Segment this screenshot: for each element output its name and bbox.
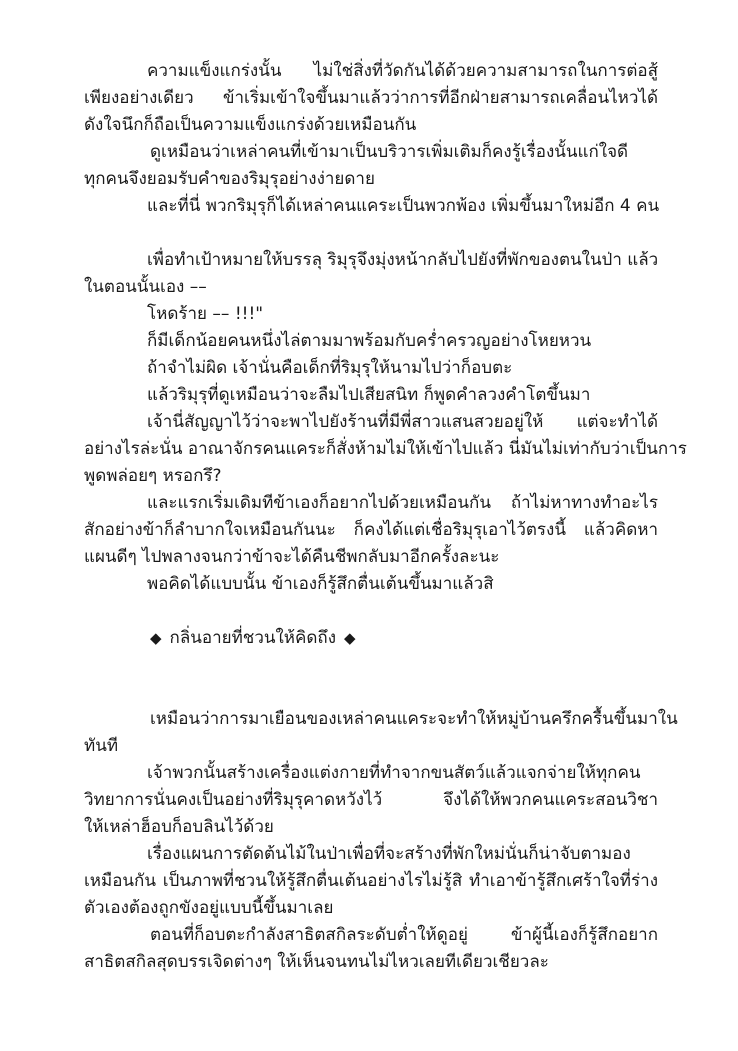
blank-line (84, 652, 658, 679)
paragraph-6: ก็มีเด็กน้อยคนหนึ่งไล่ตามมาพร้อมกับคร่ำครวญอย่างโหยหวน (147, 331, 592, 351)
text-line: ตอนที่ก็อบตะกำลังสาธิตสกิลระดับต่ำให้ดูอยู่ ข้าผู้นี้เองก็รู้สึกอยาก (150, 925, 658, 945)
paragraph-11: พอคิดได้แบบนั้น ข้าเองก็รู้สึกตื่นเต้นขึ้นมาแล้วสิ (147, 574, 494, 594)
text-line: ความแข็งแกร่งนั้น ไม่ใช่สิ่งที่วัดกันได้ด้วยความสามารถในการต่อสู้ (147, 61, 658, 81)
text-line: อย่างไรล่ะนั่น อาณาจักรคนแคระก็สั่งห้ามไม่ให้เข้าไปแล้ว นี่มันไม่เท่ากับว่าเป็นการ (84, 439, 687, 459)
text-line: ให้เหล่าฮ็อบก็อบลินไว้ด้วย (84, 817, 274, 837)
text-line: แผนดีๆ ไปพลางจนกว่าข้าจะได้คืนชีพกลับมาอีกครั้งละนะ (84, 547, 500, 567)
blank-line (84, 220, 658, 247)
text-line: ดังใจนึกก็ถือเป็นความแข็งแกร่งด้วยเหมือนกัน (84, 115, 417, 135)
text-line: สาธิตสกิลสุดบรรเจิดต่างๆ ให้เห็นจนทนไม่ไหวเลยทีเดียวเชียวละ (84, 952, 549, 972)
text-line: ทันที (84, 736, 119, 756)
diamond-icon: ◆ (344, 629, 356, 647)
paragraph-8: แล้วริมุรุที่ดูเหมือนว่าจะลืมไปเสียสนิท ก็พูดคำลวงคำโตขึ้นมา (147, 385, 591, 405)
blank-line (84, 679, 658, 706)
text-line: เหมือนว่าการมาเยือนของเหล่าคนแคระจะทำให้หมู่บ้านครึกครื้นขึ้นมาใน (150, 709, 678, 729)
paragraph-1 (84, 58, 658, 139)
text-line: ตัวเองต้องถูกขังอยู่แบบนี้ขึ้นมาเลย (84, 898, 334, 918)
text-line: ดูเหมือนว่าเหล่าคนที่เข้ามาเป็นบริวารเพิ่มเติมก็คงรู้เรื่องนั้นแก่ใจดี (150, 142, 629, 162)
text-line: เพียงอย่างเดียว ข้าเริ่มเข้าใจขึ้นมาแล้วว่าการที่อีกฝ่ายสามารถเคลื่อนไหวได้ (84, 88, 658, 108)
paragraph-9 (84, 409, 687, 490)
text-line: เหมือนกัน เป็นภาพที่ชวนให้รู้สึกตื่นเต้นอย่างไรไม่รู้สิ ทำเอาข้ารู้สึกเศร้าใจที่ร่าง (84, 871, 658, 891)
paragraph-4 (84, 247, 658, 301)
blank-line (84, 598, 658, 625)
text-line: เพื่อทำเป้าหมายให้บรรลุ ริมุรุจึงมุ่งหน้ากลับไปยังที่พักของตนในป่า แล้ว (147, 250, 659, 270)
text-line: พูดพล่อยๆ หรอกรึ? (84, 466, 222, 486)
section-heading-text: กลิ่นอายที่ชวนให้คิดถึง (169, 628, 337, 648)
text-line: เจ้านี่สัญญาไว้ว่าจะพาไปยังร้านที่มีพี่สาวแสนสวยอยู่ให้ แต่จะทำได้ (147, 412, 658, 432)
paragraph-7: ถ้าจำไม่ผิด เจ้านั่นคือเด็กที่ริมุรุให้นามไปว่าก็อบตะ (147, 358, 513, 378)
section-heading (84, 625, 658, 652)
text-line: สักอย่างข้าก็ลำบากใจเหมือนกันนะ ก็คงได้แต่เชื่อริมุรุเอาไว้ตรงนี้ แล้วคิดหา (84, 520, 658, 540)
diamond-icon: ◆ (150, 629, 162, 647)
text-line: และแรกเริ่มเดิมทีข้าเองก็อยากไปด้วยเหมือนกัน ถ้าไม่หาทางทำอะไร (147, 493, 658, 513)
paragraph-2 (84, 139, 658, 193)
text-line: วิทยาการนั่นคงเป็นอย่างที่ริมุรุคาดหวังไว้ จึงได้ให้พวกคนแคระสอนวิชา (84, 790, 658, 810)
paragraph-10 (84, 490, 658, 571)
paragraph-15 (84, 922, 658, 976)
text-line: ในตอนนั้นเอง –– (84, 277, 207, 297)
paragraph-13 (84, 760, 658, 841)
paragraph-3 (84, 193, 658, 220)
text-line: เรื่องแผนการตัดต้นไม้ในป่าเพื่อที่จะสร้างที่พักใหม่นั่นก็น่าจับตามอง (147, 844, 631, 864)
text-line: ทุกคนจึงยอมรับคำของริมุรุอย่างง่ายดาย (84, 169, 375, 189)
paragraph-14 (84, 841, 658, 922)
text-line: เจ้าพวกนั้นสร้างเครื่องแต่งกายที่ทำจากขนสัตว์แล้วแจกจ่ายให้ทุกคน (147, 763, 641, 783)
paragraph-5: โหดร้าย –– !!!" (147, 304, 264, 324)
text-line: และที่นี่ พวกริมุรุก็ได้เหล่าคนแคระเป็นพวกพ้อง เพิ่มขึ้นมาใหม่อีก 4 คน (147, 196, 660, 216)
paragraph-12 (84, 706, 678, 760)
document-page (84, 58, 687, 976)
